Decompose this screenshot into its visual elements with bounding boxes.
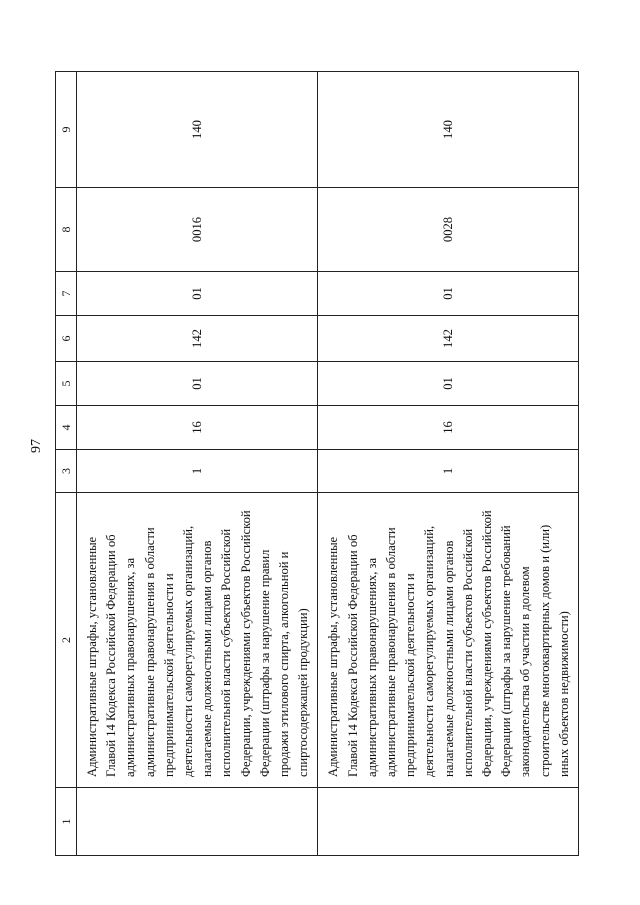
page-number: 97	[29, 439, 44, 453]
cell-description	[77, 493, 318, 788]
col-header-9: 9	[56, 72, 77, 188]
description-text: Административные штрафы, установленные Главой 14 Кодекса Российской Федерации об административных правонарушениях, за административные правонарушения в области предпринимательской деятельности и деятельности саморегулируемых организаций, налагаемые должностными лицами органов исполнительной власти субъектов Российской Федерации, учреждениями субъектов Российской Федерации (штрафы за нарушение правил продажи этилового спирта, алкогольной и спиртосодержащей продукции)	[85, 510, 311, 777]
col-header-8: 8	[56, 188, 77, 272]
cell-col-1	[318, 788, 579, 856]
cell-col-9: 140	[318, 72, 579, 188]
col-header-3: 3	[56, 450, 77, 493]
cell-description	[318, 493, 579, 788]
cell-col-4: 16	[318, 406, 579, 450]
cell-col-4: 16	[77, 406, 318, 450]
cell-col-9: 140	[77, 72, 318, 188]
cell-col-7: 01	[77, 272, 318, 316]
col-header-2: 2	[56, 493, 77, 788]
cell-col-3: 1	[77, 450, 318, 493]
description-text: Административные штрафы, установленные Главой 14 Кодекса Российской Федерации об административных правонарушениях, за административные правонарушения в области предпринимательской деятельности и деятельности саморегулируемых организаций, налагаемые должностными лицами органов исполнительной власти субъектов Российской Федерации, учреждениями субъектов Российской Федерации (штрафы за нарушение требований законодательства об участии в долевом строительстве многоквартирных домов и (или) иных объектов недвижимости)	[326, 510, 571, 777]
col-header-6: 6	[56, 316, 77, 362]
cell-col-6: 142	[77, 316, 318, 362]
table-wrapper	[55, 72, 571, 856]
cell-col-5: 01	[77, 362, 318, 406]
col-header-7: 7	[56, 272, 77, 316]
header-row	[56, 72, 77, 856]
cell-col-8: 0028	[318, 188, 579, 272]
cell-col-8: 0016	[77, 188, 318, 272]
cell-col-5: 01	[318, 362, 579, 406]
rotated-table-frame	[55, 72, 571, 856]
table-row	[77, 72, 318, 856]
col-header-5: 5	[56, 362, 77, 406]
cell-col-1	[77, 788, 318, 856]
cell-col-6: 142	[318, 316, 579, 362]
col-header-1: 1	[56, 788, 77, 856]
col-header-4: 4	[56, 406, 77, 450]
cell-col-7: 01	[318, 272, 579, 316]
cell-col-3: 1	[318, 450, 579, 493]
table-row	[318, 72, 579, 856]
budget-codes-table	[55, 71, 579, 856]
